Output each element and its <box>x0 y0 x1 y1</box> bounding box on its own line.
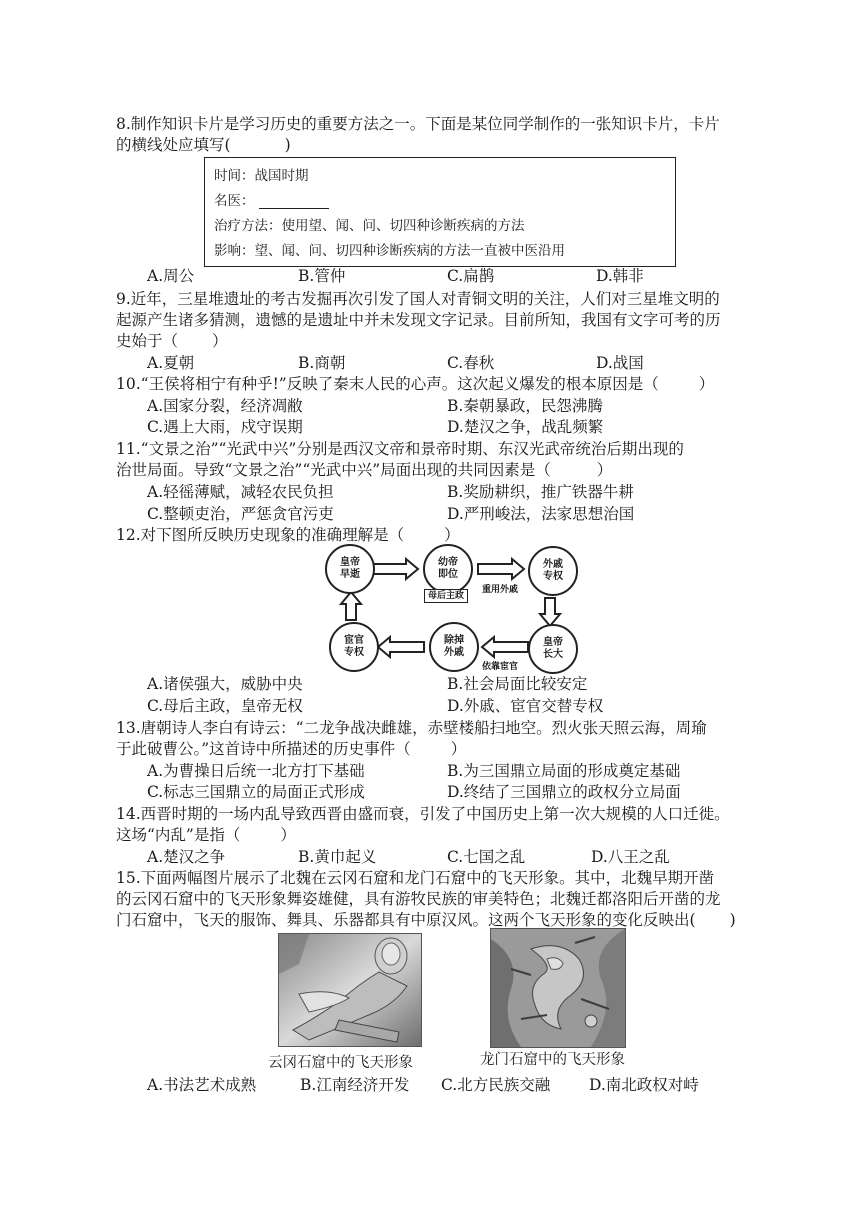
q9-option-b[interactable]: B.商朝 <box>298 354 346 372</box>
q15-option-c[interactable]: C.北方民族交融 <box>441 1076 551 1094</box>
q8-stem-line2: 的横线处应填写( ) <box>116 136 291 154</box>
q12-stem: 12.对下图所反映历史现象的准确理解是（ ） <box>116 526 460 544</box>
q8-option-c[interactable]: C.扁鹊 <box>447 267 495 285</box>
q9-option-c[interactable]: C.春秋 <box>447 354 495 372</box>
q13-option-b[interactable]: B.为三国鼎立局面的形成奠定基础 <box>447 762 681 780</box>
q11-stem-line2: 治世局面。导致“文景之治”“光武中兴”局面出现的共同因素是（ ） <box>116 461 613 479</box>
q12-option-a[interactable]: A.诸侯强大，威胁中央 <box>147 675 303 693</box>
q13-option-a[interactable]: A.为曹操日后统一北方打下基础 <box>147 762 365 780</box>
q13-stem-line1: 13.唐朝诗人李白有诗云：“二龙争战决雌雄，赤壁楼船扫地空。烈火张天照云海，周瑜 <box>116 719 707 737</box>
q13-option-d[interactable]: D.终结了三国鼎立的政权分立局面 <box>447 783 681 801</box>
q15-option-a[interactable]: A.书法艺术成熟 <box>147 1076 257 1094</box>
yungang-flying-apsara-photo <box>278 933 422 1047</box>
q14-option-a[interactable]: A.楚汉之争 <box>147 848 226 866</box>
q9-stem-line1: 9.近年，三星堆遗址的考古发掘再次引发了国人对青铜文明的关注，人们对三星堆文明的 <box>116 290 720 308</box>
cycle-diagram <box>316 542 616 672</box>
q10-option-c[interactable]: C.遇上大雨，戍守误期 <box>147 418 303 436</box>
card-influence: 影响：望、闻、问、切四种诊断疾病的方法一直被中医沿用 <box>214 243 565 259</box>
q10-option-d[interactable]: D.楚汉之争，战乱频繁 <box>447 418 604 436</box>
q14-option-d[interactable]: D.八王之乱 <box>591 848 670 866</box>
q11-option-c[interactable]: C.整顿吏治，严惩贪官污吏 <box>147 505 334 523</box>
q8-stem-line1: 8.制作知识卡片是学习历史的重要方法之一。下面是某位同学制作的一张知识卡片，卡片 <box>116 115 720 133</box>
node-eunuch-power: 宦官专权 <box>329 622 379 672</box>
q13-option-c[interactable]: C.标志三国鼎立的局面正式形成 <box>147 783 365 801</box>
node-remove-relatives: 除掉外戚 <box>429 622 479 672</box>
node-child-emperor: 幼帝即位 <box>423 544 473 594</box>
q14-stem-line2: 这场“内乱”是指（ ） <box>116 826 296 844</box>
q15-option-b[interactable]: B.江南经济开发 <box>300 1076 410 1094</box>
card-method: 治疗方法：使用望、闻、问、切四种诊断疾病的方法 <box>214 218 525 234</box>
q11-option-d[interactable]: D.严刑峻法，法家思想治国 <box>447 505 635 523</box>
q10-option-a[interactable]: A.国家分裂，经济凋敝 <box>147 397 303 415</box>
q9-stem-line2: 起源产生诸多猜测，遗憾的是遗址中并未发现文字记录。目前所知，我国有文字可考的历 <box>116 311 721 329</box>
q14-option-b[interactable]: B.黄巾起义 <box>298 848 377 866</box>
node-emperor-dies-early: 皇帝早逝 <box>325 544 375 594</box>
q9-stem-line3: 史始于（ ） <box>116 332 228 350</box>
yungang-caption: 云冈石窟中的飞天形象 <box>268 1055 413 1071</box>
q12-option-d[interactable]: D.外戚、宦官交替专权 <box>447 697 604 715</box>
q14-option-c[interactable]: C.七国之乱 <box>447 848 526 866</box>
yungang-relief-image <box>279 934 421 1046</box>
knowledge-card <box>204 157 676 267</box>
node-relatives-power: 外戚专权 <box>528 546 578 596</box>
q8-option-b[interactable]: B.管仲 <box>298 267 346 285</box>
q15-stem-line1: 15.下面两幅图片展示了北魏在云冈石窟和龙门石窟中的飞天形象。其中，北魏早期开凿 <box>116 869 715 887</box>
q11-option-b[interactable]: B.奖励耕织，推广铁器牛耕 <box>447 483 634 501</box>
longmen-relief-image <box>491 929 625 1047</box>
q10-stem: 10.“王侯将相宁有种乎!”反映了秦末人民的心声。这次起义爆发的根本原因是（ ） <box>116 375 715 393</box>
q15-option-d[interactable]: D.南北政权对峙 <box>589 1076 699 1094</box>
q11-option-a[interactable]: A.轻徭薄赋，减轻农民负担 <box>147 483 334 501</box>
q9-option-a[interactable]: A.夏朝 <box>147 354 195 372</box>
label-use-relatives: 重用外戚 <box>482 585 519 595</box>
label-empress-dowager: 母后主政 <box>424 589 468 603</box>
q8-option-d[interactable]: D.韩非 <box>596 267 644 285</box>
card-doctor: 名医： <box>214 189 329 209</box>
q15-stem-line2: 的云冈石窟中的飞天形象舞姿雄健，具有游牧民族的审美特色；北魏迁都洛阳后开凿的龙 <box>116 890 721 908</box>
label-rely-eunuchs: 依靠宦官 <box>482 662 519 672</box>
q12-option-c[interactable]: C.母后主政，皇帝无权 <box>147 697 303 715</box>
q14-stem-line1: 14.西晋时期的一场内乱导致西晋由盛而衰，引发了中国历史上第一次大规模的人口迁徙。 <box>116 805 730 823</box>
q15-stem-line3: 门石窟中，飞天的服饰、舞具、乐器都具有中原汉风。这两个飞天形象的变化反映出( ) <box>116 911 736 929</box>
q8-option-a[interactable]: A.周公 <box>147 267 195 285</box>
q11-stem-line1: 11.“文景之治”“光武中兴”分别是西汉文帝和景帝时期、东汉光武帝统治后期出现的 <box>116 440 684 458</box>
node-emperor-grows: 皇帝长大 <box>528 624 578 674</box>
q9-option-d[interactable]: D.战国 <box>596 354 644 372</box>
q12-option-b[interactable]: B.社会局面比较安定 <box>447 675 588 693</box>
longmen-caption: 龙门石窟中的飞天形象 <box>480 1052 625 1068</box>
q13-stem-line2: 于此破曹公。”这首诗中所描述的历史事件（ ） <box>116 740 467 758</box>
card-time: 时间：战国时期 <box>214 168 309 184</box>
longmen-flying-apsara-photo <box>490 928 626 1048</box>
q10-option-b[interactable]: B.秦朝暴政，民怨沸腾 <box>447 397 603 415</box>
answer-blank <box>259 194 329 209</box>
